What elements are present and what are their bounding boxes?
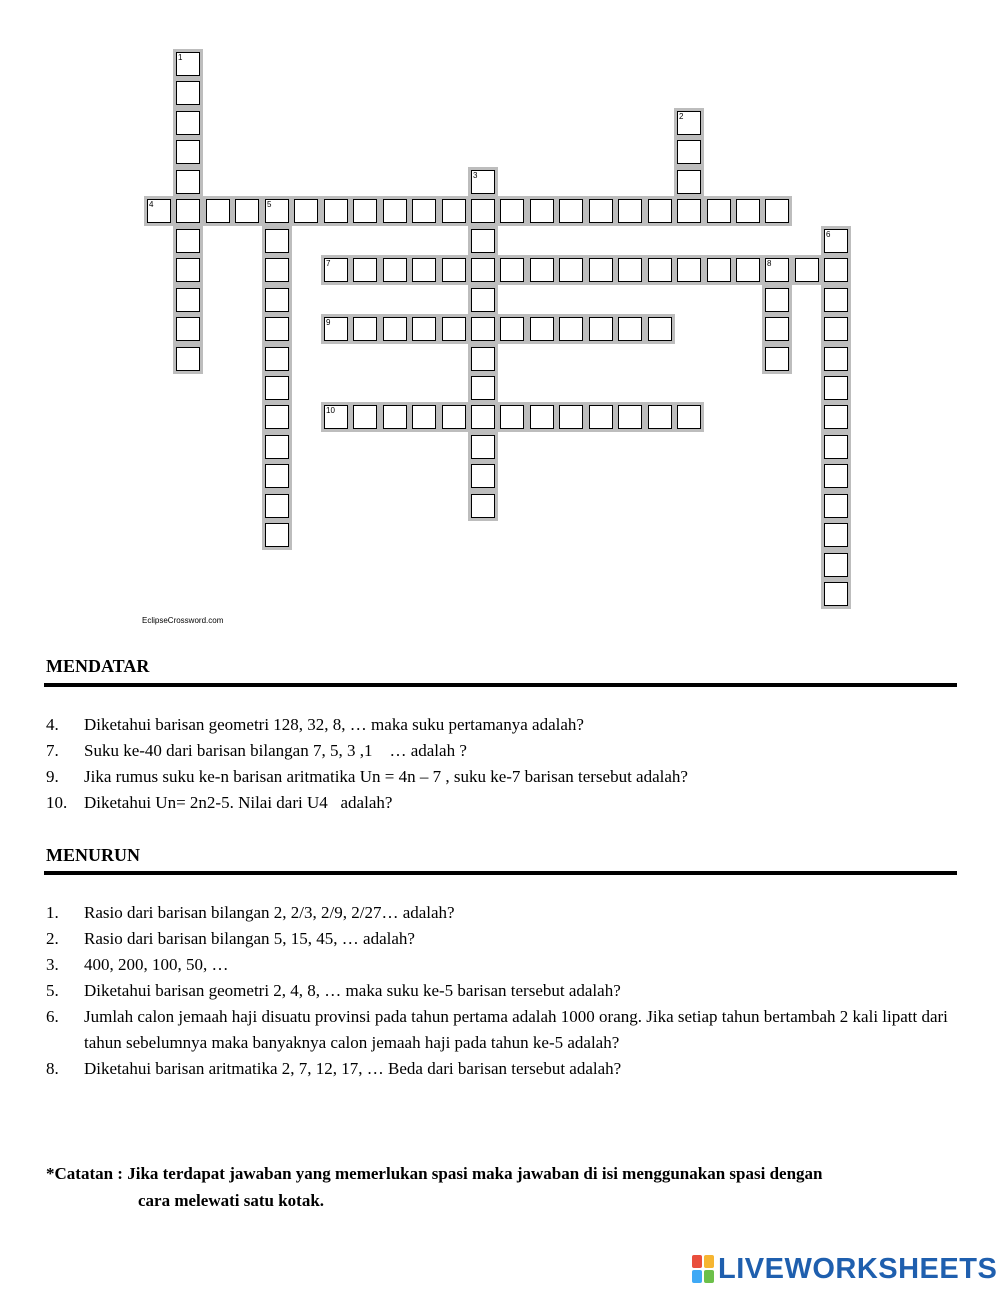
crossword-cell[interactable] [500,405,524,429]
crossword-cell[interactable] [353,258,377,282]
crossword-cell[interactable] [618,258,642,282]
crossword-cell-input[interactable] [325,259,347,281]
crossword-cell-input[interactable] [501,259,523,281]
crossword-cell-input[interactable] [472,230,494,252]
crossword-cell-input[interactable] [177,141,199,163]
crossword-cell[interactable] [471,347,495,371]
crossword-cell-input[interactable] [443,200,465,222]
crossword-cell[interactable] [530,199,554,223]
crossword-cell-input[interactable] [354,200,376,222]
crossword-cell-input[interactable] [325,406,347,428]
crossword-cell-input[interactable] [825,436,847,458]
crossword-cell-input[interactable] [531,200,553,222]
crossword-cell-input[interactable] [266,318,288,340]
clue-down-3: 3. 400, 200, 100, 50, … [46,955,229,974]
crossword-cell[interactable] [824,582,848,606]
crossword-cell[interactable] [265,405,289,429]
crossword-cell[interactable] [589,199,613,223]
crossword-cell[interactable] [648,405,672,429]
crossword-cell-input[interactable] [413,318,435,340]
crossword-cell-input[interactable] [354,406,376,428]
crossword-cell[interactable] [471,288,495,312]
crossword-cell[interactable] [824,435,848,459]
crossword-cell-input[interactable] [177,348,199,370]
crossword-cell-input[interactable] [825,583,847,605]
crossword-cell-input[interactable] [266,406,288,428]
crossword-cell[interactable] [265,523,289,547]
crossword-cell[interactable] [176,229,200,253]
crossword-cell[interactable] [559,199,583,223]
crossword-cell-input[interactable] [678,200,700,222]
crossword-cell-input[interactable] [472,377,494,399]
crossword-cell[interactable] [824,464,848,488]
crossword-cell[interactable] [707,258,731,282]
crossword-cell-input[interactable] [384,406,406,428]
liveworksheets-logo-icon [692,1255,714,1283]
crossword-cell[interactable] [324,405,348,429]
crossword-cell[interactable] [383,258,407,282]
crossword-cell-input[interactable] [266,495,288,517]
crossword-cell-input[interactable] [560,406,582,428]
clue-number-label: 1 [178,53,183,62]
crossword-cell[interactable] [383,317,407,341]
crossword-cell[interactable] [648,317,672,341]
crossword-cell[interactable] [235,199,259,223]
crossword-cell-input[interactable] [766,200,788,222]
clue-across-10: 10. Diketahui Un= 2n2-5. Nilai dari U4 adalah? [46,793,393,812]
crossword-cell[interactable] [353,317,377,341]
crossword-cell[interactable] [765,199,789,223]
crossword-cell[interactable] [736,199,760,223]
menurun-divider [44,871,957,875]
crossword-cell-input[interactable] [825,230,847,252]
crossword-cell-input[interactable] [177,318,199,340]
crossword-cell[interactable] [265,464,289,488]
crossword-cell-input[interactable] [325,318,347,340]
crossword-cell-input[interactable] [325,200,347,222]
crossword-cell-input[interactable] [737,200,759,222]
crossword-cell[interactable] [442,317,466,341]
clue-down-5: 5. Diketahui barisan geometri 2, 4, 8, … maka suku ke-5 barisan tersebut adalah? [46,981,621,1000]
mendatar-divider [44,683,957,687]
crossword-cell-input[interactable] [531,406,553,428]
crossword-cell[interactable] [559,405,583,429]
crossword-cell[interactable] [265,435,289,459]
crossword-cell[interactable] [412,199,436,223]
crossword-cell[interactable] [677,258,701,282]
crossword-cell-input[interactable] [766,348,788,370]
crossword-cell[interactable] [765,258,789,282]
crossword-cell-input[interactable] [678,171,700,193]
crossword-cell[interactable] [265,258,289,282]
crossword-cell-input[interactable] [472,436,494,458]
crossword-cell-input[interactable] [708,200,730,222]
clue-number-label: 3 [473,171,478,180]
crossword-cell[interactable] [176,288,200,312]
crossword-cell[interactable] [589,317,613,341]
crossword-cell[interactable] [324,317,348,341]
crossword-cell[interactable] [412,317,436,341]
crossword-cell-input[interactable] [560,318,582,340]
crossword-cell-input[interactable] [825,465,847,487]
crossword-cell-input[interactable] [649,318,671,340]
crossword-cell-input[interactable] [266,377,288,399]
crossword-cell-input[interactable] [266,465,288,487]
crossword-cell-input[interactable] [678,112,700,134]
crossword-cell-input[interactable] [708,259,730,281]
crossword-cell[interactable] [530,258,554,282]
crossword-cell[interactable] [383,405,407,429]
crossword-cell-input[interactable] [177,230,199,252]
liveworksheets-logo-text: LIVEWORKSHEETS [718,1252,998,1285]
crossword-cell[interactable] [471,229,495,253]
clue-across-4: 4. Diketahui barisan geometri 128, 32, 8, … maka suku pertamanya adalah? [46,715,584,734]
crossword-cell[interactable] [648,199,672,223]
crossword-cell[interactable] [176,317,200,341]
crossword-cell[interactable] [412,405,436,429]
crossword-cell-input[interactable] [413,200,435,222]
crossword-cell[interactable] [265,347,289,371]
clue-down-2: 2. Rasio dari barisan bilangan 5, 15, 45, … adalah? [46,929,415,948]
menurun-clue-list [46,900,966,1082]
clue-number-label: 6 [826,230,831,239]
crossword-cell-input[interactable] [678,141,700,163]
logo-tile [704,1255,714,1268]
crossword-cell[interactable] [530,317,554,341]
clue-across-9: 9. Jika rumus suku ke-n barisan aritmatika Un = 4n – 7 , suku ke-7 barisan tersebut adalah? [46,767,688,786]
crossword-cell[interactable] [589,258,613,282]
crossword-cell[interactable] [618,199,642,223]
clue-down-6: 6. Jumlah calon jemaah haji disuatu provinsi pada tahun pertama adalah 1000 orang. Jika setiap tahun bertambah 2 kali lipatt dari tahun sebelumnya maka banyaknya calon jemaah haji pada tahun ke-5 adalah? [46,1007,948,1052]
crossword-cell[interactable] [324,199,348,223]
logo-tile [692,1255,702,1268]
logo-tile [692,1270,702,1283]
crossword-cell[interactable] [618,405,642,429]
crossword-cell[interactable] [765,317,789,341]
crossword-cell-input[interactable] [825,406,847,428]
crossword-cell-input[interactable] [443,406,465,428]
mendatar-title: MENDATAR [46,656,150,676]
crossword-cell[interactable] [648,258,672,282]
crossword-cell[interactable] [353,405,377,429]
crossword-cell-input[interactable] [501,318,523,340]
crossword-cell-input[interactable] [177,289,199,311]
crossword-cell[interactable] [500,317,524,341]
crossword-cell-input[interactable] [619,259,641,281]
crossword-cell-input[interactable] [177,259,199,281]
crossword-cell[interactable] [176,258,200,282]
crossword-cell[interactable] [176,140,200,164]
clue-down-1: 1. Rasio dari barisan bilangan 2, 2/3, 2/9, 2/27… adalah? [46,903,455,922]
crossword-cell-input[interactable] [413,259,435,281]
crossword-cell[interactable] [500,199,524,223]
crossword-cell-input[interactable] [590,406,612,428]
crossword-cell[interactable] [265,199,289,223]
crossword-cell[interactable] [176,199,200,223]
crossword-cell-input[interactable] [236,200,258,222]
crossword-cell[interactable] [824,553,848,577]
crossword-cell-input[interactable] [148,200,170,222]
clue-number-label: 4 [149,200,154,209]
logo-tile [704,1270,714,1283]
crossword-cell-input[interactable] [766,259,788,281]
crossword-cell[interactable] [736,258,760,282]
note [46,1160,956,1214]
crossword-cell-input[interactable] [177,171,199,193]
note-line-2: cara melewati satu kotak. [138,1191,325,1210]
crossword-cell-input[interactable] [266,200,288,222]
clue-number-label: 5 [267,200,272,209]
crossword-cell-input[interactable] [619,318,641,340]
crossword-cell[interactable] [176,81,200,105]
clue-number-label: 8 [767,259,772,268]
crossword-cell-input[interactable] [619,200,641,222]
crossword-cell-input[interactable] [177,112,199,134]
crossword-cell-input[interactable] [766,289,788,311]
note-line-1: *Catatan : Jika terdapat jawaban yang memerlukan spasi maka jawaban di isi menggunakan spasi dengan [46,1164,823,1183]
crossword-cell[interactable] [765,347,789,371]
crossword-cell-input[interactable] [825,377,847,399]
crossword-cell-input[interactable] [472,289,494,311]
crossword-cell[interactable] [265,317,289,341]
crossword-cell-input[interactable] [796,259,818,281]
crossword-cell[interactable] [589,405,613,429]
crossword-cell[interactable] [824,523,848,547]
menurun-title: MENURUN [46,845,140,865]
crossword-cell[interactable] [471,317,495,341]
crossword-cell[interactable] [442,258,466,282]
crossword-cell-input[interactable] [825,318,847,340]
crossword-cell-input[interactable] [266,259,288,281]
crossword-cell-input[interactable] [472,348,494,370]
crossword-cell-input[interactable] [590,200,612,222]
clue-number-label: 2 [679,112,684,121]
crossword-cell-input[interactable] [825,289,847,311]
crossword-cell[interactable] [265,229,289,253]
crossword-cell-input[interactable] [825,259,847,281]
crossword-cell[interactable] [824,405,848,429]
crossword-cell-input[interactable] [443,318,465,340]
crossword-cell[interactable] [824,347,848,371]
crossword-cell[interactable] [471,170,495,194]
crossword-credit: EclipseCrossword.com [142,616,224,625]
crossword-cell-input[interactable] [354,259,376,281]
crossword-cell-input[interactable] [501,200,523,222]
crossword-cell[interactable] [824,376,848,400]
crossword-cell[interactable] [559,317,583,341]
crossword-cell[interactable] [677,405,701,429]
crossword-cell-input[interactable] [266,230,288,252]
crossword-cell[interactable] [677,170,701,194]
crossword-cell-input[interactable] [678,259,700,281]
crossword-grid [0,0,1000,640]
crossword-cell[interactable] [265,494,289,518]
crossword-cell-input[interactable] [560,200,582,222]
crossword-cell-input[interactable] [413,406,435,428]
crossword-cell-input[interactable] [472,406,494,428]
crossword-cell-input[interactable] [266,524,288,546]
crossword-cell-input[interactable] [825,524,847,546]
crossword-cell-input[interactable] [825,348,847,370]
crossword-cell[interactable] [471,405,495,429]
crossword-cell-input[interactable] [177,200,199,222]
crossword-cell[interactable] [795,258,819,282]
crossword-cell-input[interactable] [737,259,759,281]
crossword-cell-input[interactable] [472,259,494,281]
clue-number-label: 9 [326,318,331,327]
crossword-cell[interactable] [176,111,200,135]
crossword-cell[interactable] [824,288,848,312]
crossword-cell-input[interactable] [443,259,465,281]
crossword-cell-input[interactable] [590,259,612,281]
crossword-cell[interactable] [677,199,701,223]
crossword-cell-input[interactable] [649,200,671,222]
crossword-cell[interactable] [824,317,848,341]
crossword-cell[interactable] [176,347,200,371]
crossword-cell-input[interactable] [619,406,641,428]
crossword-cell-input[interactable] [472,495,494,517]
crossword-cell[interactable] [383,199,407,223]
crossword-cell[interactable] [530,405,554,429]
crossword-cell-input[interactable] [678,406,700,428]
crossword-cell[interactable] [471,494,495,518]
crossword-cell-input[interactable] [177,82,199,104]
crossword-cell-input[interactable] [266,289,288,311]
crossword-cell[interactable] [765,288,789,312]
crossword-cell-input[interactable] [266,348,288,370]
crossword-cell[interactable] [324,258,348,282]
crossword-cell-input[interactable] [590,318,612,340]
liveworksheets-logo [692,1252,997,1286]
crossword-cell[interactable] [442,199,466,223]
crossword-cell[interactable] [618,317,642,341]
clue-number-label: 7 [326,259,331,268]
crossword-cell-input[interactable] [531,318,553,340]
crossword-cell-input[interactable] [472,200,494,222]
crossword-cell[interactable] [442,405,466,429]
crossword-cell-input[interactable] [177,53,199,75]
crossword-cell[interactable] [471,435,495,459]
mendatar-clue-list [46,712,966,816]
crossword-cell-input[interactable] [472,465,494,487]
crossword-cell[interactable] [824,494,848,518]
crossword-cell[interactable] [176,170,200,194]
crossword-cell-input[interactable] [649,406,671,428]
crossword-cell-input[interactable] [531,259,553,281]
crossword-cell-input[interactable] [472,171,494,193]
crossword-cell[interactable] [265,376,289,400]
crossword-cell-input[interactable] [472,318,494,340]
crossword-cell[interactable] [471,258,495,282]
crossword-cell[interactable] [206,199,230,223]
crossword-cell-input[interactable] [560,259,582,281]
crossword-cell-input[interactable] [295,200,317,222]
crossword-cell-input[interactable] [384,259,406,281]
crossword-cell-input[interactable] [266,436,288,458]
crossword-cell[interactable] [294,199,318,223]
clue-across-7: 7. Suku ke-40 dari barisan bilangan 7, 5, 3 ,1 … adalah ? [46,741,467,760]
crossword-cell-input[interactable] [501,406,523,428]
crossword-cell[interactable] [707,199,731,223]
crossword-cell[interactable] [412,258,436,282]
crossword-cell-input[interactable] [649,259,671,281]
crossword-cell-input[interactable] [825,495,847,517]
crossword-cell[interactable] [471,199,495,223]
crossword-cell[interactable] [559,258,583,282]
crossword-cell[interactable] [176,52,200,76]
crossword-cell-input[interactable] [384,318,406,340]
crossword-cell[interactable] [824,258,848,282]
crossword-cell-input[interactable] [207,200,229,222]
crossword-cell-input[interactable] [825,554,847,576]
crossword-cell[interactable] [147,199,171,223]
crossword-cell[interactable] [471,464,495,488]
crossword-cell[interactable] [353,199,377,223]
clue-number-label: 10 [326,406,335,415]
crossword-cell-input[interactable] [384,200,406,222]
crossword-cell[interactable] [824,229,848,253]
clue-down-8: 8. Diketahui barisan aritmatika 2, 7, 12, 17, … Beda dari barisan tersebut adalah? [46,1059,622,1078]
crossword-cell[interactable] [265,288,289,312]
crossword-cell-input[interactable] [766,318,788,340]
crossword-cell[interactable] [500,258,524,282]
crossword-cell[interactable] [471,376,495,400]
crossword-cell[interactable] [677,111,701,135]
crossword-cell[interactable] [677,140,701,164]
crossword-cell-input[interactable] [354,318,376,340]
